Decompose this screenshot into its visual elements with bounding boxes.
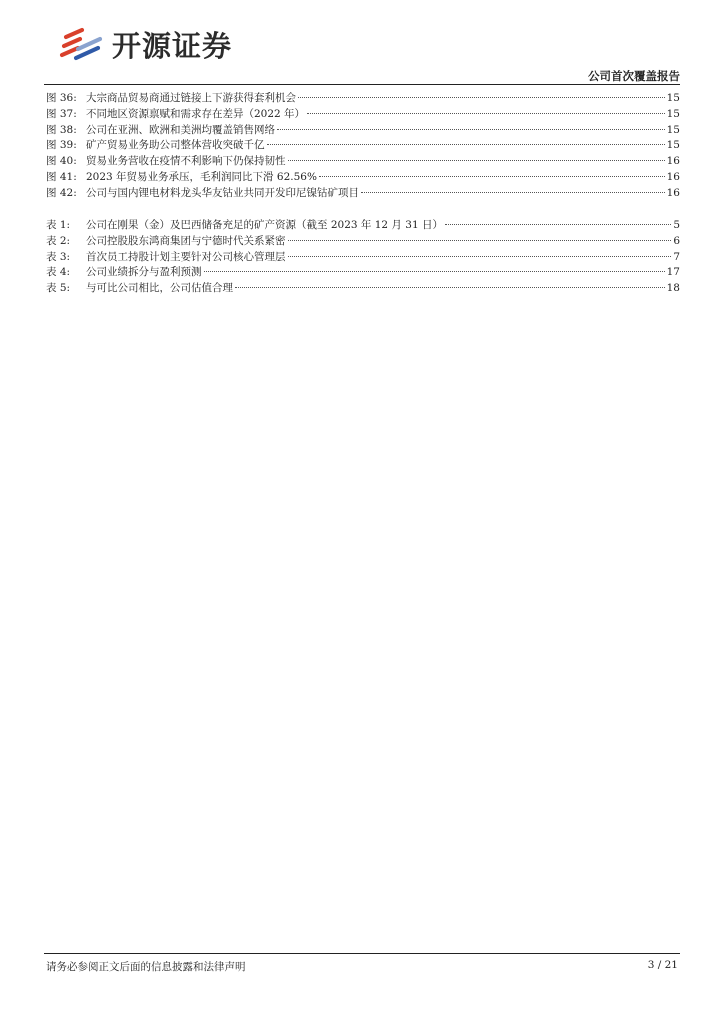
entry-page: 15 xyxy=(666,92,680,104)
figure-index xyxy=(46,90,680,201)
entry-number: 图 37: xyxy=(46,107,77,120)
page-number: 3 / 21 xyxy=(647,959,678,971)
toc-entry-table-5[interactable] xyxy=(46,280,680,296)
toc-entry-table-4[interactable] xyxy=(46,264,680,280)
entry-title: 公司在刚果（金）及巴西储备充足的矿产资源（截至 2023 年 12 月 31 日） xyxy=(86,219,443,231)
toc-entry-table-1[interactable] xyxy=(46,217,680,233)
entry-page: 6 xyxy=(673,234,680,247)
toc-entry-figure-37[interactable] xyxy=(46,106,680,122)
entry-page: 18 xyxy=(666,282,680,295)
toc-entry-figure-41[interactable] xyxy=(46,169,680,185)
report-type-label: 公司首次覆盖报告 xyxy=(588,69,680,83)
dot-leader xyxy=(288,240,672,241)
dot-leader xyxy=(204,271,665,272)
entry-number: 图 40: xyxy=(46,155,77,168)
entry-page: 16 xyxy=(666,155,680,168)
footer-disclaimer: 请务必参阅正文后面的信息披露和法律声明 xyxy=(46,961,246,973)
toc-entry-figure-42[interactable] xyxy=(46,185,680,201)
footer-divider xyxy=(44,953,680,954)
brand-name: 开源证券 xyxy=(112,28,233,63)
entry-page: 7 xyxy=(673,250,680,263)
entry-title: 与可比公司相比，公司估值合理 xyxy=(86,282,233,295)
entry-number: 图 41: xyxy=(46,170,77,183)
entry-number: 图 36: xyxy=(46,92,77,104)
entry-title: 不同地区资源禀赋和需求存在差异（2022 年） xyxy=(86,107,306,120)
dot-leader xyxy=(307,113,665,114)
entry-number: 图 39: xyxy=(46,139,77,152)
entry-page: 16 xyxy=(666,170,680,183)
toc-entry-figure-39[interactable] xyxy=(46,137,680,153)
dot-leader xyxy=(361,192,665,193)
entry-number: 图 38: xyxy=(46,123,77,136)
dot-leader xyxy=(288,256,672,257)
entry-title: 贸易业务营收在疫情不利影响下仍保持韧性 xyxy=(86,155,286,168)
kaiyuan-logo-icon xyxy=(58,24,104,64)
dot-leader xyxy=(267,144,665,145)
entry-title: 大宗商品贸易商通过链接上下游获得套利机会 xyxy=(86,92,296,104)
entry-title: 矿产贸易业务助公司整体营收突破千亿 xyxy=(86,139,265,152)
entry-number: 表 3: xyxy=(46,250,71,263)
entry-title: 公司业绩拆分与盈利预测 xyxy=(86,266,202,279)
entry-page: 15 xyxy=(666,107,680,120)
entry-title: 公司在亚洲、欧洲和美洲均覆盖销售网络 xyxy=(86,123,275,136)
entry-page: 15 xyxy=(666,123,680,136)
toc-entry-table-2[interactable] xyxy=(46,233,680,249)
entry-number: 表 4: xyxy=(46,266,71,279)
dot-leader xyxy=(445,224,671,225)
toc-entry-figure-40[interactable] xyxy=(46,153,680,169)
dot-leader xyxy=(288,160,665,161)
entry-number: 图 42: xyxy=(46,186,77,199)
dot-leader xyxy=(319,176,665,177)
entry-title: 首次员工持股计划主要针对公司核心管理层 xyxy=(86,250,286,263)
dot-leader xyxy=(277,129,665,130)
brand-logo xyxy=(58,24,232,64)
entry-title: 公司控股股东鸿商集团与宁德时代关系紧密 xyxy=(86,234,286,247)
entry-title: 2023 年贸易业务承压，毛利润同比下滑 62.56% xyxy=(86,170,317,183)
toc-entry-table-3[interactable] xyxy=(46,249,680,265)
entry-number: 表 5: xyxy=(46,282,71,295)
entry-number: 表 1: xyxy=(46,219,71,231)
toc-entry-figure-38[interactable] xyxy=(46,122,680,138)
entry-page: 15 xyxy=(666,139,680,152)
entry-page: 5 xyxy=(673,219,680,231)
dot-leader xyxy=(235,287,665,288)
entry-page: 17 xyxy=(666,266,680,279)
table-index xyxy=(46,217,680,296)
entry-page: 16 xyxy=(666,186,680,199)
dot-leader xyxy=(298,97,665,98)
entry-number: 表 2: xyxy=(46,234,71,247)
entry-title: 公司与国内锂电材料龙头华友钴业共同开发印尼镍钴矿项目 xyxy=(86,186,359,199)
header-divider xyxy=(44,84,680,85)
toc-entry-figure-36[interactable] xyxy=(46,90,680,106)
